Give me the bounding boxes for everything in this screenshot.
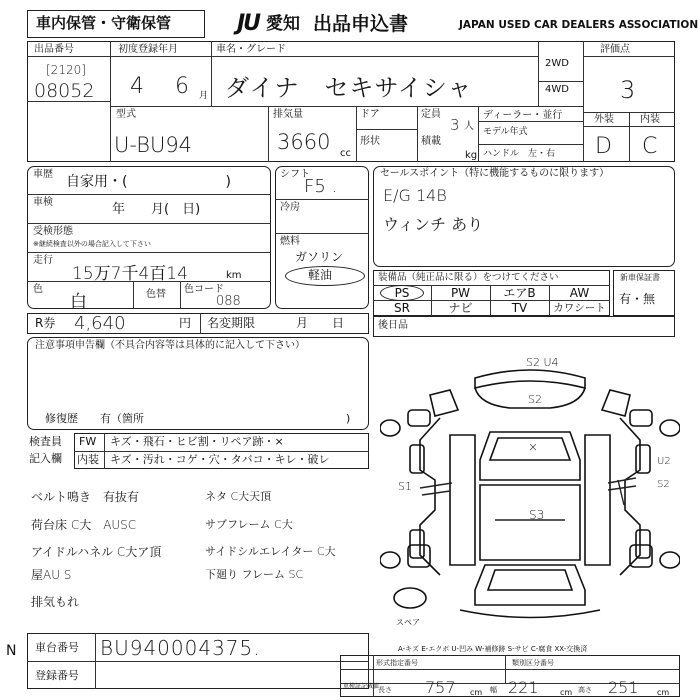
load-unit: kg — [465, 150, 478, 161]
inspector-label-2: 記入欄 — [29, 452, 62, 465]
model-type-value: U-BU94 — [114, 133, 193, 157]
lot-number-label: 出品番号 — [34, 44, 74, 55]
car-name-value: ダイナ セキサイシャ — [225, 74, 473, 102]
equipment-navi: ナビ — [448, 301, 473, 315]
color-value: 白 — [70, 292, 87, 312]
model-type-label: 型式 — [116, 109, 136, 120]
note-right-1: ネタ C大天頂 — [205, 490, 272, 503]
shift-value: F5 . — [304, 176, 338, 197]
height-value: 251 — [608, 678, 639, 697]
exterior-label: 外装 — [594, 114, 614, 125]
fuel-diesel: 軽油 — [308, 268, 333, 282]
car-name-label: 車名・グレード — [216, 44, 286, 55]
inspector-label-1: 検査員 — [29, 435, 62, 448]
rename-deadline-label: 名変期限 — [207, 316, 256, 330]
repair-history-label: 修復歴 有（箇所 — [45, 412, 144, 425]
model-year-label: モデル年式 — [483, 127, 528, 137]
recycle-value: 4,640 — [74, 313, 126, 334]
storage-label: 車内保管・守衛保管 — [36, 14, 172, 32]
note-1: ベルト鳴き 有抜有 — [31, 490, 140, 504]
receipt-label: 受検形態 — [33, 226, 73, 237]
capacity-unit: 人 — [464, 121, 474, 132]
mileage-label: 走行 — [33, 255, 53, 266]
color-code-value: 088 — [216, 294, 241, 309]
shape-label: 形状 — [360, 136, 380, 147]
warranty-value: 有・無 — [619, 292, 656, 306]
handle-label: ハンドル 左・右 — [483, 149, 556, 159]
fuel-gasoline: ガソリン — [295, 250, 344, 264]
lot-number-value: 08052 — [34, 80, 95, 102]
chassis-number-label: 車台番号 — [35, 641, 79, 654]
mileage-value: 15万7千4百14 — [72, 264, 188, 284]
mileage-unit: km — [226, 270, 242, 281]
equipment-pw: PW — [450, 286, 471, 300]
color-code-label: 色コード — [184, 284, 224, 295]
ref-label: 車検証記載値 — [343, 683, 380, 690]
note-2: 荷台床 C大 AUSC — [31, 518, 137, 532]
remarks-label: 注意事項申告欄（不具合内容等は具体的に記入して下さい） — [35, 340, 305, 351]
form-title: 出品申込書 — [313, 13, 409, 35]
length-label: 長さ — [378, 686, 392, 694]
fuel-label: 燃料 — [280, 236, 300, 247]
inspector-fw-tag: FW — [79, 435, 97, 448]
equipment-tv: TV — [511, 301, 528, 315]
diagram-mark-s2: S2 — [528, 393, 542, 406]
inspector-interior-text: キズ・汚れ・コゲ・穴・タバコ・キレ・破レ — [110, 453, 330, 466]
rating-label: 評価点 — [600, 44, 630, 55]
length-unit: cm — [470, 688, 483, 697]
inspector-interior-tag: 内装 — [77, 453, 99, 466]
interior-value: C — [642, 134, 658, 159]
color-label: 色 — [33, 284, 43, 295]
diagram-mark-s3: S3 — [529, 508, 545, 522]
interior-label: 内装 — [640, 114, 660, 125]
color-exchange-label: 色替 — [146, 289, 166, 300]
drive-2wd-label: 2WD — [545, 58, 569, 69]
load-label: 積載 — [421, 136, 441, 147]
lot-bracket-number: [2120] — [46, 63, 86, 77]
equipment-seat: カワシート — [553, 302, 606, 314]
diagram-mark-top: S2 U4 — [526, 356, 559, 369]
damage-legend: A-キズ E-エクボ U-凹み W-補修跡 S-サビ C-腐食 XX-交換済 — [398, 645, 588, 653]
history-label: 車歴 — [33, 169, 53, 180]
width-unit: cm — [560, 688, 573, 697]
diagram-mark-x: × — [528, 440, 539, 454]
equipment-airbag: エアB — [503, 286, 536, 300]
equipment-ps: PS — [394, 286, 410, 300]
length-value: 757 — [425, 678, 456, 697]
shape-cert-label: 形式指定番号 — [376, 659, 418, 667]
displacement-label: 排気量 — [273, 109, 303, 120]
n-mark: N — [6, 643, 17, 659]
note-right-2: サブフレーム C大 — [205, 518, 293, 531]
registration-number-label: 登録番号 — [35, 669, 79, 682]
chassis-number-value: BU940004375. — [100, 636, 261, 660]
recycle-label: R券 — [35, 316, 56, 330]
sales-point-line1: E/G 14B — [383, 186, 447, 205]
inspection-label: 車検 — [33, 197, 53, 208]
note-right-3: サイドシルエレイター C大 — [205, 545, 336, 558]
note-4: 屋AU S — [31, 568, 72, 582]
spare-label: スペア — [396, 618, 420, 627]
sales-point-line2: ウィンチ あり — [383, 215, 484, 234]
org-name: 愛知 — [266, 14, 300, 34]
rename-deadline-value: 月 日 — [296, 316, 345, 330]
diagram-mark-s1: S1 — [398, 480, 412, 493]
repair-history-close: ) — [346, 412, 351, 425]
ju-logo: JU — [237, 11, 260, 36]
dealer-label: ディーラー・並行 — [483, 110, 563, 121]
recycle-unit: 円 — [179, 316, 192, 330]
next-day-box — [373, 316, 675, 337]
sales-point-label: セールスポイント（特に機能するものに限ります） — [380, 168, 610, 179]
category-label: 類別区分番号 — [512, 659, 554, 667]
capacity-value: 3 — [450, 116, 460, 134]
height-label: 高さ — [578, 686, 592, 694]
first-registration-month: 6 — [175, 74, 189, 99]
inspector-fw-text: キズ・飛石・ヒビ割・リペア跡・× — [110, 435, 284, 448]
receipt-note: ※継続検査以外の場合記入して下さい — [33, 240, 151, 248]
next-day-label: 後日品 — [378, 320, 408, 331]
door-label: ドア — [360, 109, 380, 120]
warranty-label: 新車保証書 — [620, 273, 660, 282]
drive-4wd-label: 4WD — [545, 84, 569, 95]
shift-label: シフト — [280, 169, 310, 180]
diagram-mark-u2: U2 — [657, 456, 671, 467]
width-value: 221 — [508, 678, 539, 697]
association-name: JAPAN USED CAR DEALERS ASSOCIATION — [459, 19, 699, 31]
note-5: 排気もれ — [31, 595, 80, 609]
exterior-value: D — [595, 134, 612, 159]
equipment-label: 装備品（純正品に限る）をつけてください — [378, 272, 559, 283]
first-registration-label: 初度登録年月 — [118, 44, 178, 55]
rating-value: 3 — [620, 76, 636, 104]
note-3: アイドルハネル C大ア頂 — [31, 545, 162, 559]
history-value: 自家用・( ) — [66, 174, 231, 190]
note-right-4: 下廻り フレーム SC — [205, 568, 304, 581]
cooler-label: 冷房 — [280, 202, 300, 213]
capacity-label: 定員 — [421, 109, 441, 120]
displacement-value: 3660 — [277, 130, 331, 154]
equipment-sr: SR — [394, 301, 410, 315]
diagram-mark-s2-right: S2 — [657, 479, 670, 490]
inspection-value: 年 月( 日) — [112, 202, 201, 217]
equipment-ps-circle — [380, 285, 424, 301]
first-registration-year: 4 — [130, 74, 144, 99]
width-label: 幅 — [490, 686, 497, 694]
equipment-aw: AW — [569, 286, 590, 300]
height-unit: cm — [657, 688, 670, 697]
month-unit: 月 — [199, 91, 209, 101]
displacement-unit: cc — [340, 148, 351, 159]
